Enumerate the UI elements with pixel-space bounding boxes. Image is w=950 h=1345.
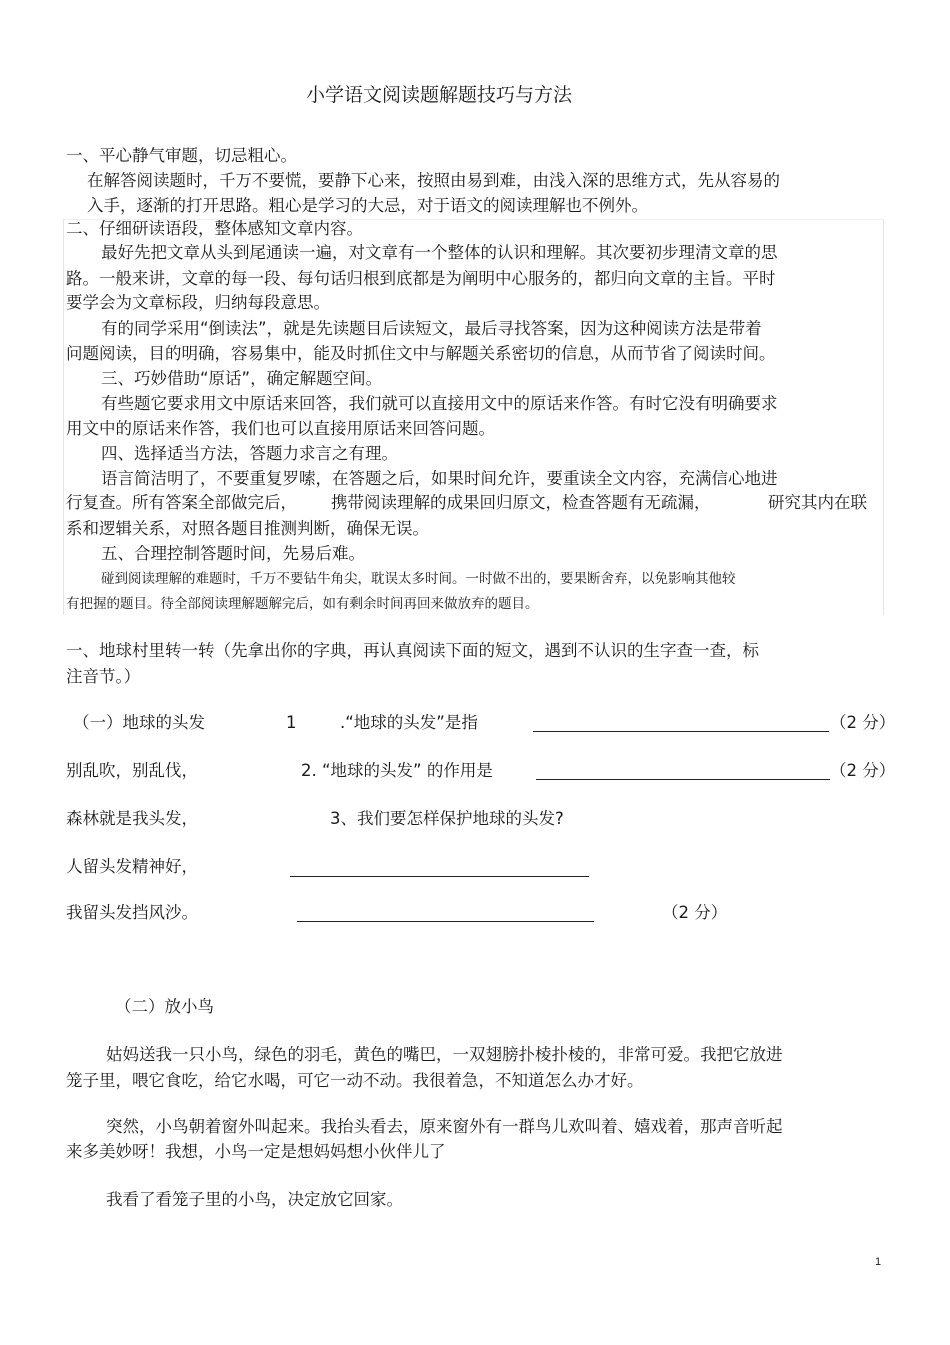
- section-4-heading: 四、选择适当方法，答题力求言之有理。: [101, 444, 398, 463]
- poem-line: 我留头发挡风沙。: [66, 903, 198, 922]
- story-line: 我看了看笼子里的小鸟，决定放它回家。: [106, 1190, 403, 1209]
- section-3-heading: 三、巧妙借助“原话”，确定解题空间。: [101, 369, 383, 388]
- text-line: 用文中的原话来作答，我们也可以直接用原话来回答问题。: [66, 419, 495, 438]
- text-line: 研究其内在联: [768, 493, 867, 512]
- story-line: 姑妈送我一只小鸟，绿色的羽毛，黄色的嘴巴，一双翅膀扑棱扑棱的，非常可爱。我把它放进: [106, 1045, 783, 1064]
- score: （2 分）: [830, 713, 896, 732]
- text-line: 有些题它要求用文中原话来回答，我们就可以直接用文中的原话来作答。有时它没有明确要求: [101, 394, 778, 413]
- answer-blank[interactable]: [536, 779, 830, 780]
- page-number: 1: [875, 1256, 882, 1268]
- story-line: 突然，小鸟朝着窗外叫起来。我抬头看去，原来窗外有一群鸟儿欢叫着、嬉戏着，那声音听起: [106, 1117, 783, 1136]
- page-title: 小学语文阅读题解题技巧与方法: [306, 84, 573, 106]
- text-line: 路。一般来讲，文章的每一段、每句话归根到底都是为阐明中心服务的，都归向文章的主旨。平时: [66, 269, 776, 288]
- text-line: 最好先把文章从头到尾通读一遍，对文章有一个整体的认识和理解。其次要初步理清文章的思: [101, 243, 778, 262]
- question-1-number: 1: [286, 713, 297, 732]
- answer-blank[interactable]: [297, 921, 594, 922]
- text-line: 行复查。所有答案全部做完后，: [66, 493, 297, 512]
- text-line: 携带阅读理解的成果回归原文，检查答题有无疏漏，: [331, 493, 711, 512]
- poem-line: 别乱吹，别乱伐，: [66, 761, 198, 780]
- text-line: 系和逻辑关系，对照各题目推测判断，确保无误。: [66, 519, 429, 538]
- story-line: 来多美妙呀！我想，小鸟一定是想妈妈想小伙伴儿了: [66, 1142, 446, 1161]
- text-line: 在解答阅读题时，千万不要慌，要静下心来，按照由易到难，由浅入深的思维方式，先从容易的: [87, 171, 780, 190]
- exercise-intro: 注音节。）: [66, 667, 141, 686]
- section-5-heading: 五、合理控制答题时间，先易后难。: [101, 544, 365, 563]
- story-line: 笼子里，喂它食吃，给它水喝，可它一动不动。我很着急，不知道怎么办才好。: [66, 1071, 644, 1090]
- poem-line: 人留头发精神好，: [66, 857, 198, 876]
- answer-blank[interactable]: [533, 731, 829, 732]
- text-line: 语言简洁明了，不要重复罗嗦，在答题之后，如果时间允许，要重读全文内容，充满信心地进: [101, 469, 778, 488]
- answer-blank[interactable]: [290, 876, 589, 877]
- text-line: 问题阅读，目的明确，容易集中，能及时抓住文中与解题关系密切的信息，从而节省了阅读时间。: [66, 344, 776, 363]
- text-line: 碰到阅读理解的难题时，千万不要钻牛角尖，耽误太多时间。一时做不出的，要果断舍弃，以免影响其他较: [101, 571, 736, 587]
- text-line: 有把握的题目。待全部阅读理解题解完后，如有剩余时间再回来做放弃的题目。: [66, 596, 539, 612]
- story-title: （二）放小鸟: [115, 997, 214, 1016]
- section-1-heading: 一、平心静气审题，切忌粗心。: [66, 146, 297, 165]
- text-line: 入手，逐渐的打开思路。粗心是学习的大忌，对于语文的阅读理解也不例外。: [87, 196, 648, 215]
- poem-line: 森林就是我头发，: [66, 809, 198, 828]
- poem-title: （一）地球的头发: [73, 713, 205, 732]
- exercise-intro: 一、地球村里转一转（先拿出你的字典，再认真阅读下面的短文，遇到不认识的生字查一查，标: [66, 641, 759, 660]
- question-2: 2. “地球的头发” 的作用是: [301, 761, 493, 780]
- question-1: .“地球的头发”是指: [340, 713, 478, 732]
- section-2-heading: 二、仔细研读语段，整体感知文章内容。: [66, 219, 363, 238]
- text-line: 要学会为文章标段，归纳每段意思。: [66, 293, 330, 312]
- question-3: 3、我们要怎样保护地球的头发?: [330, 809, 564, 828]
- score: （2 分）: [830, 761, 896, 780]
- score: （2 分）: [662, 903, 728, 922]
- text-line: 有的同学采用“倒读法”，就是先读题目后读短文，最后寻找答案，因为这种阅读方法是带着: [101, 319, 762, 338]
